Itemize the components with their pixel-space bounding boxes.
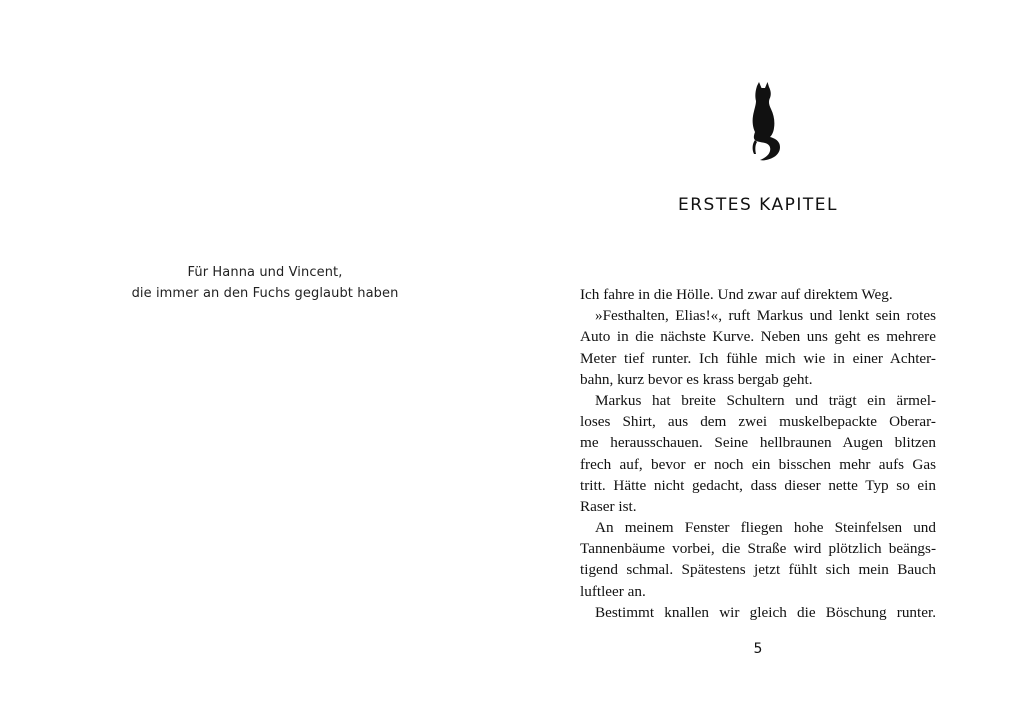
text-line: An meinem Fenster fliegen hohe Steinfelsen und: [595, 519, 936, 537]
fox-silhouette-icon: [743, 80, 783, 162]
text-line: tigend schmal. Spätestens jetzt fühlt sich mein Bauch: [580, 561, 936, 579]
right-page: [510, 0, 1020, 721]
text-line: Tannenbäume vorbei, die Straße wird plötzlich beängs-: [580, 540, 936, 558]
dedication-line: Für Hanna und Vincent,: [187, 265, 343, 280]
text-line: Raser ist.: [580, 497, 637, 515]
page-number: 5: [753, 641, 763, 657]
text-line: tritt. Hätte nicht gedacht, dass dieser nette Typ so ein: [580, 476, 936, 494]
text-line: Markus hat breite Schultern und trägt ein ärmel-: [595, 391, 936, 409]
text-line: »Festhalten, Elias!«, ruft Markus und lenkt sein rotes: [595, 307, 936, 325]
text-line: luftleer an.: [580, 582, 646, 600]
chapter-title: ERSTES KAPITEL: [677, 195, 838, 215]
text-line: me herausschauen. Seine hellbraunen Augen blitzen: [580, 434, 936, 452]
body-text: [580, 284, 936, 623]
text-line: bahn, kurz bevor es krass bergab geht.: [580, 370, 813, 388]
dedication: [130, 262, 400, 304]
text-line: Bestimmt knallen wir gleich die Böschung runter.: [595, 603, 936, 621]
text-line: loses Shirt, aus dem zwei muskelbepackte Oberar-: [580, 413, 936, 431]
text-line: Auto in die nächste Kurve. Neben uns geht es mehrere: [580, 328, 936, 346]
dedication-line: die immer an den Fuchs geglaubt haben: [131, 286, 399, 301]
text-line: frech auf, bevor er noch ein bisschen mehr aufs Gas: [580, 455, 936, 473]
text-line: Ich fahre in die Hölle. Und zwar auf direktem Weg.: [580, 286, 893, 303]
text-line: Meter tief runter. Ich fühle mich wie in einer Achter-: [580, 349, 936, 367]
